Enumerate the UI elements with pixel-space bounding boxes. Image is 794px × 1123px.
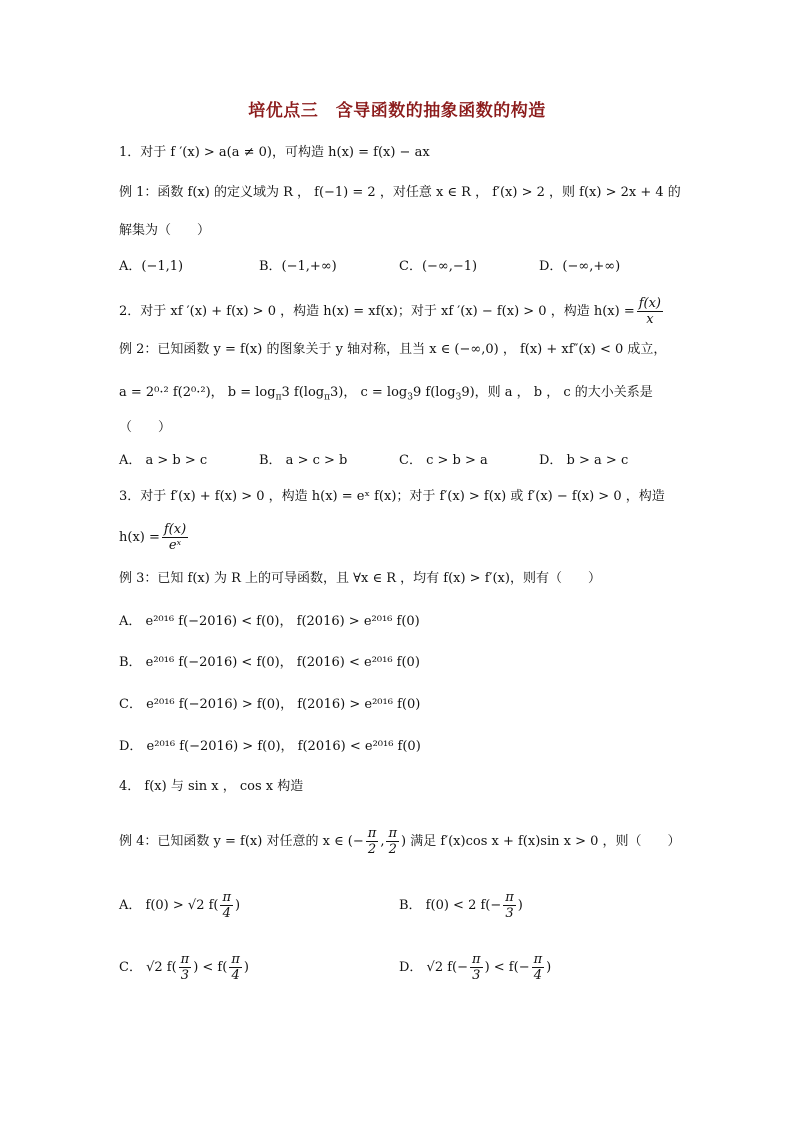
log-base-pi-2: π [324,392,331,403]
example-3-line-1: 例 3：已知 f(x) 为 R 上的可导函数，且 ∀x ∈ R ，均有 f(x) > f′(x)，则有（ ） [119,571,601,586]
example-2-option-b[interactable]: B． a > c > b [259,453,348,468]
section-2-fraction [637,296,663,327]
section-1-heading: 1．对于 f ′(x) > a(a ≠ 0)，可构造 h(x) = f(x) − ax [119,145,430,160]
opt-b-text: B． f(0) < 2 f(− [399,898,502,913]
log-base-3-2: 3 [455,392,462,403]
fraction-pi-over-4 [229,952,242,983]
section-4-heading: 4． f(x) 与 sin x ， cos x 构造 [119,779,304,794]
fraction-numerator: π [472,952,481,967]
example-1-option-b[interactable]: B．(−1,+∞) [259,259,337,274]
ex2-part-b: 3 f(log [281,385,325,400]
example-3-option-c[interactable]: C． e²⁰¹⁶ f(−2016) > f(0)， f(2016) > e²⁰¹⁶ f(0) [119,697,421,712]
fraction-numerator: π [367,826,377,841]
opt-c-close: ) [243,960,249,975]
example-3-option-a[interactable]: A． e²⁰¹⁶ f(−2016) < f(0)， f(2016) > e²⁰¹⁶ f(0) [119,614,420,629]
fraction-denominator: 3 [472,968,481,983]
log-base-3: 3 [407,392,413,403]
fraction-numerator: π [505,890,514,905]
fraction-pi-over-3 [470,952,483,983]
fraction-pi-over-2 [366,826,379,857]
opt-d-text: D． √2 f(− [399,960,469,975]
ex4-part-c: ) 满足 f′(x)cos x + f(x)sin x > 0 ，则（ ） [401,834,681,849]
fraction-numerator: π [533,952,543,967]
ex4-comma: , [380,834,385,849]
example-2-line-1: 例 2：已知函数 y = f(x) 的图象关于 y 轴对称，且当 x ∈ (−∞,0) ， f(x) + xf″(x) < 0 成立， [119,342,667,357]
example-3-option-b[interactable]: B． e²⁰¹⁶ f(−2016) < f(0)， f(2016) < e²⁰¹⁶ f(0) [119,655,420,670]
example-3-option-d[interactable]: D． e²⁰¹⁶ f(−2016) > f(0)， f(2016) < e²⁰¹⁶ f(0) [119,739,421,754]
example-1-option-c[interactable]: C．(−∞,−1) [399,259,478,274]
example-4-option-a[interactable] [119,890,240,921]
fraction-pi-over-3 [503,890,516,921]
example-2-option-c[interactable]: C． c > b > a [399,453,488,468]
fraction-pi-over-4 [532,952,545,983]
opt-c-text: C． √2 f( [119,960,177,975]
fraction-numerator: π [388,826,398,841]
log-base-pi: π [275,392,282,403]
fraction-denominator: 3 [180,968,190,983]
fraction-pi-over-3 [179,952,192,983]
fraction-denominator: 4 [222,906,231,921]
example-4-option-d[interactable] [399,952,551,983]
opt-d-mid: ) < f(− [484,960,530,975]
example-1-option-d[interactable]: D．(−∞,+∞) [539,259,621,274]
example-2-line-3: （ ） [119,420,172,435]
example-4-options [119,890,679,990]
section-2-text: 2．对于 xf ′(x) + f(x) > 0 ，构造 h(x) = xf(x)；对于 xf ′(x) − f(x) > 0 ，构造 h(x) = [119,304,635,319]
fraction-denominator: 4 [231,968,240,983]
example-1-line-2: 解集为（ ） [119,223,211,238]
fraction-pi-over-4 [220,890,233,921]
fraction-denominator: 2 [367,842,377,857]
fraction-numerator: f(x) [163,522,187,537]
section-3-lhs: h(x) = [119,530,160,545]
example-1-option-a[interactable]: A．(−1,1) [119,259,184,274]
page-title: 培优点三 含导函数的抽象函数的构造 [248,101,546,121]
section-3-line-1: 3．对于 f′(x) + f(x) > 0 ，构造 h(x) = eˣ f(x)；对于 f′(x) > f(x) 或 f′(x) − f(x) > 0 ，构造 [119,489,665,504]
ex4-part-a: 例 4：已知函数 y = f(x) 对任意的 x ∈ (− [119,834,364,849]
ex2-part-a: a = 2⁰·² f(2⁰·²)， b = log [119,385,276,400]
opt-a-text: A． f(0) > √2 f( [119,898,219,913]
fraction-denominator: 3 [505,906,514,921]
fraction-denominator: 4 [533,968,542,983]
section-3-line-2 [119,522,679,553]
fraction-denominator: eˣ [168,538,182,553]
example-4-line-1 [119,826,679,857]
example-2-option-a[interactable]: A． a > b > c [119,453,208,468]
fraction-pi-over-2-b [386,826,399,857]
fraction-denominator: 2 [388,842,397,857]
fraction-numerator: π [231,952,240,967]
ex2-part-d: 9 f(log [412,385,456,400]
opt-a-close: ) [235,898,241,913]
fraction-denominator: x [646,312,654,327]
fraction-numerator: π [222,890,232,905]
ex2-part-c: 3)， c = log [330,385,408,400]
section-2-heading [119,296,679,327]
opt-d-close: ) [546,960,552,975]
example-4-option-c[interactable] [119,952,249,983]
fraction-numerator: f(x) [638,296,662,311]
example-3-options [119,612,679,762]
example-2-line-2 [119,383,679,408]
fraction-numerator: π [180,952,190,967]
ex2-part-e: 9)，则 a ， b ， c 的大小关系是 [461,385,653,400]
opt-b-close: ) [517,898,523,913]
opt-c-mid: ) < f( [193,960,228,975]
example-4-option-b[interactable] [399,890,523,921]
section-3-fraction [162,522,188,553]
example-1-line-1: 例 1：函数 f(x) 的定义域为 R ， f(−1) = 2 ，对任意 x ∈ R ， f′(x) > 2 ，则 f(x) > 2x + 4 的 [119,185,681,200]
example-2-option-d[interactable]: D． b > a > c [539,453,629,468]
